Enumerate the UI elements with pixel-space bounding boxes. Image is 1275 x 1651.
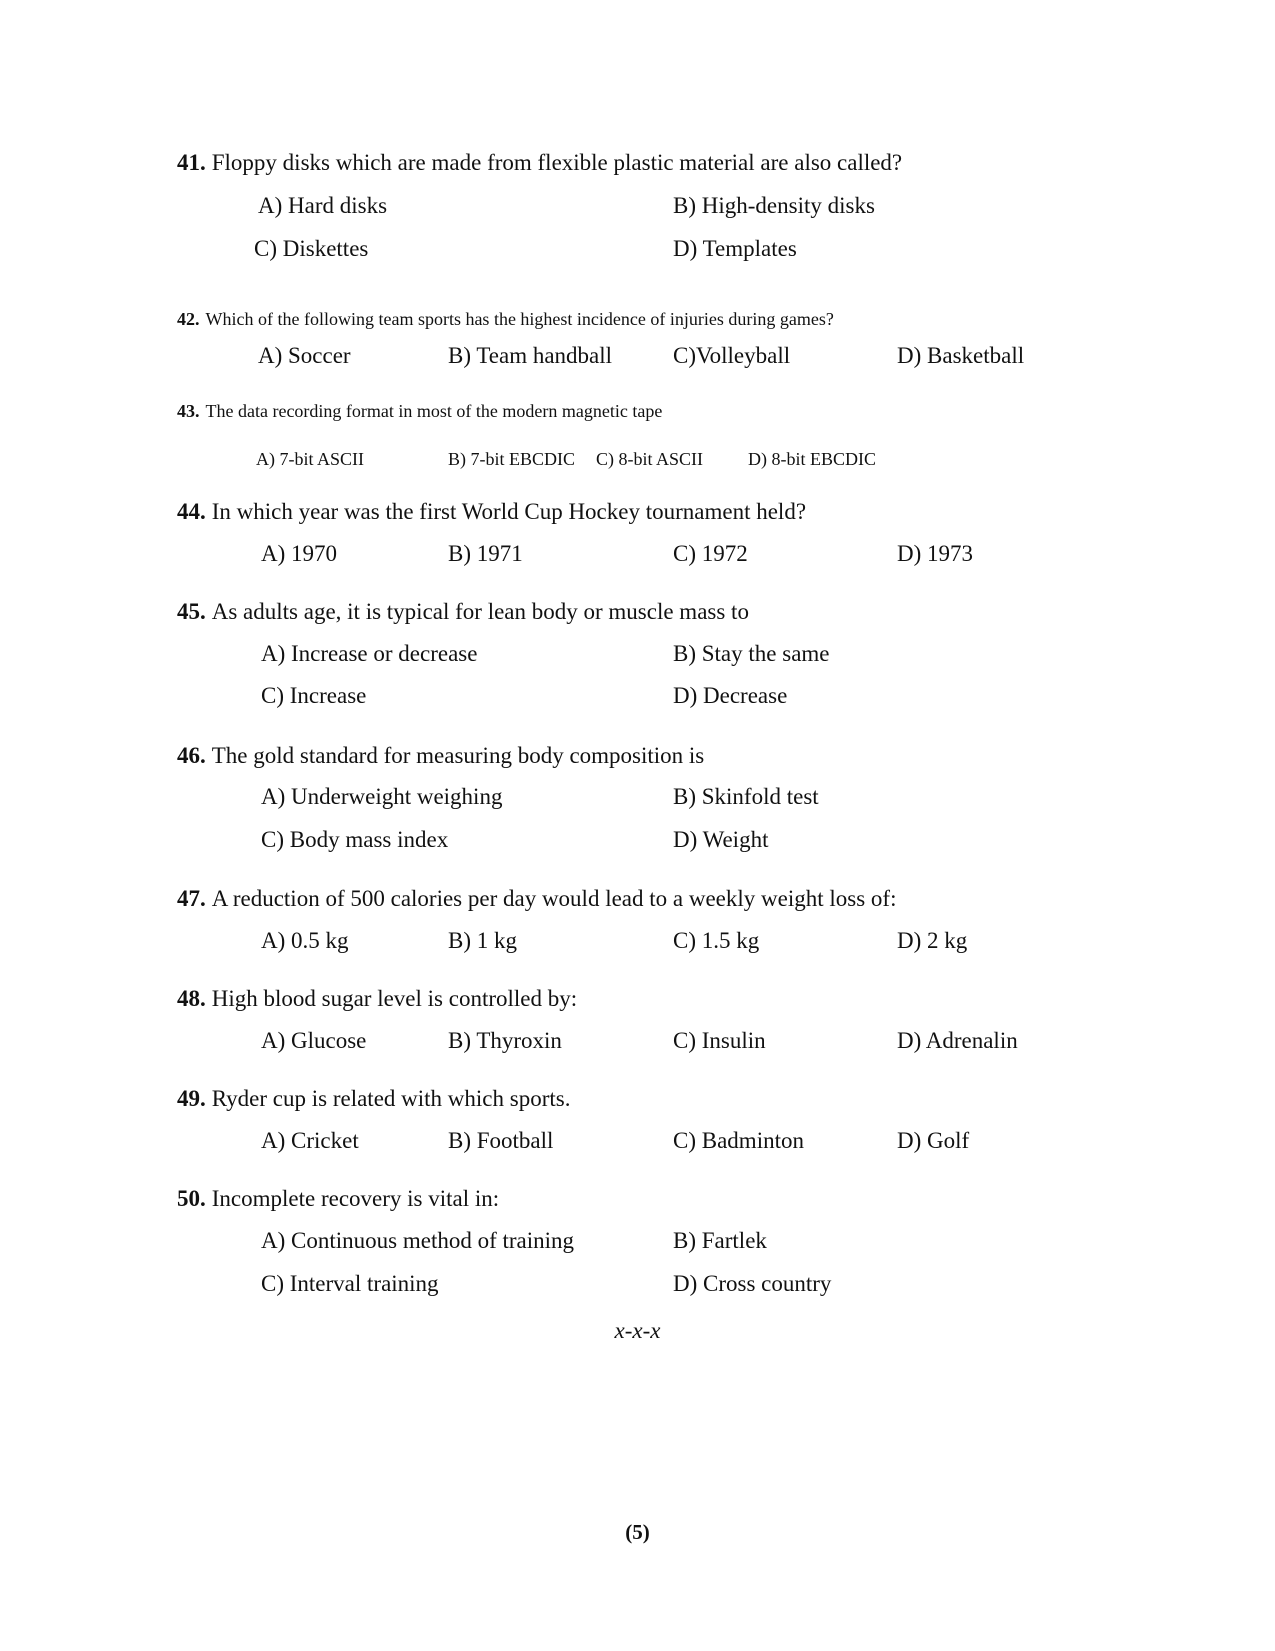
option-c: C) 1972 — [673, 541, 748, 566]
option-c: C) Insulin — [673, 1028, 766, 1053]
question-43 — [177, 401, 662, 422]
option-c: C) Increase — [261, 683, 367, 708]
end-mark: x-x-x — [614, 1318, 661, 1343]
question-45 — [177, 599, 749, 625]
page-number: (5) — [625, 1520, 650, 1544]
option-c: C) Interval training — [261, 1271, 439, 1296]
question-46 — [177, 743, 704, 769]
option-b: B) Stay the same — [673, 641, 830, 666]
option-b: B) Team handball — [448, 343, 613, 368]
option-d: D) 1973 — [897, 541, 974, 566]
option-a: A) 0.5 kg — [261, 928, 349, 953]
question-number: 49. — [177, 1086, 206, 1111]
question-text: In which year was the first World Cup Hockey tournament held? — [211, 499, 807, 524]
option-a: A) Glucose — [261, 1028, 367, 1053]
question-number: 44. — [177, 499, 206, 524]
option-b: B) High-density disks — [673, 193, 875, 218]
option-a: A) Hard disks — [258, 193, 388, 218]
option-c: C) Body mass index — [261, 827, 449, 852]
option-a: A) Increase or decrease — [261, 641, 478, 666]
question-50 — [177, 1186, 499, 1212]
option-a: A) Cricket — [261, 1128, 359, 1153]
question-41 — [177, 150, 902, 176]
question-number: 50. — [177, 1186, 206, 1211]
option-b: B) 1 kg — [448, 928, 517, 953]
option-a: A) 1970 — [261, 541, 338, 566]
question-text: Floppy disks which are made from flexible plastic material are also called? — [211, 150, 903, 175]
question-42 — [177, 309, 834, 330]
option-b: B) Football — [448, 1128, 554, 1153]
question-49 — [177, 1086, 570, 1112]
question-text: Incomplete recovery is vital in: — [211, 1186, 500, 1211]
option-d: D) Cross country — [673, 1271, 832, 1296]
option-b: B) 1971 — [448, 541, 523, 566]
option-a: A) Soccer — [258, 343, 351, 368]
option-d: D) Golf — [897, 1128, 970, 1153]
option-d: D) 2 kg — [897, 928, 968, 953]
option-b: B) 7-bit EBCDIC — [448, 449, 576, 469]
question-number: 46. — [177, 743, 206, 768]
option-b: B) Fartlek — [673, 1228, 767, 1253]
option-d: D) Templates — [673, 236, 797, 261]
option-d: D) Basketball — [897, 343, 1025, 368]
option-c: C) Badminton — [673, 1128, 804, 1153]
option-c: C) 1.5 kg — [673, 928, 760, 953]
option-c: C)Volleyball — [673, 343, 791, 368]
option-b: B) Skinfold test — [673, 784, 819, 809]
option-a: A) 7-bit ASCII — [256, 449, 364, 469]
question-text: A reduction of 500 calories per day would lead to a weekly weight loss of: — [211, 886, 897, 911]
question-number: 43. — [177, 401, 200, 421]
question-number: 45. — [177, 599, 206, 624]
question-number: 48. — [177, 986, 206, 1011]
question-44 — [177, 499, 806, 525]
question-text: Which of the following team sports has the highest incidence of injuries during games? — [205, 309, 834, 329]
question-text: The data recording format in most of the modern magnetic tape — [205, 401, 663, 421]
question-48 — [177, 986, 577, 1012]
option-d: D) 8-bit EBCDIC — [748, 449, 876, 469]
option-d: D) Weight — [673, 827, 769, 852]
question-text: As adults age, it is typical for lean body or muscle mass to — [211, 599, 749, 624]
option-a: A) Continuous method of training — [261, 1228, 575, 1253]
option-c: C) 8-bit ASCII — [596, 449, 704, 469]
option-d: D) Adrenalin — [897, 1028, 1018, 1053]
option-d: D) Decrease — [673, 683, 788, 708]
option-c: C) Diskettes — [254, 236, 369, 261]
question-number: 47. — [177, 886, 206, 911]
question-text: High blood sugar level is controlled by: — [211, 986, 578, 1011]
question-text: Ryder cup is related with which sports. — [211, 1086, 571, 1111]
question-47 — [177, 886, 896, 912]
question-number: 41. — [177, 150, 206, 175]
question-number: 42. — [177, 309, 200, 329]
option-a: A) Underweight weighing — [261, 784, 503, 809]
option-b: B) Thyroxin — [448, 1028, 562, 1053]
question-text: The gold standard for measuring body composition is — [211, 743, 705, 768]
